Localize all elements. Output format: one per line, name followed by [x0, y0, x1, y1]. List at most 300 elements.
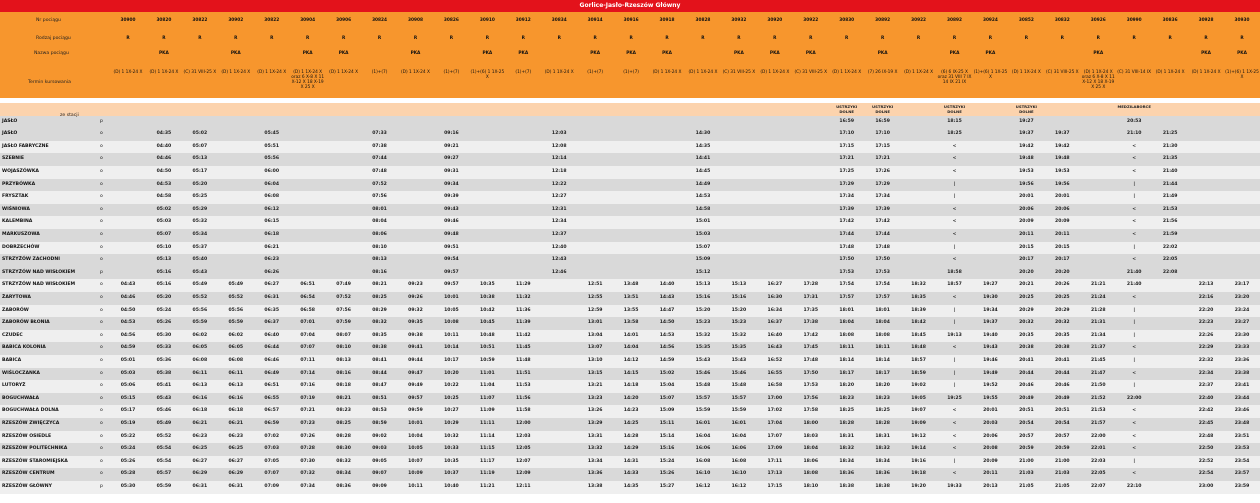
- station-name: RZESZÓW OSIEDLE: [2, 433, 52, 439]
- time-cell: 10:22: [444, 383, 459, 389]
- train-nr: 30852: [1018, 18, 1034, 23]
- train-nazwa: PKA: [410, 51, 421, 56]
- time-cell: 22:07: [1090, 484, 1106, 489]
- train-rodzaj: R: [880, 36, 885, 41]
- time-cell: 11:09: [480, 408, 495, 414]
- time-cell: 16:30: [767, 295, 783, 300]
- train-rodzaj: R: [737, 36, 741, 41]
- time-cell: 04:58: [156, 194, 172, 200]
- train-rodzaj: R: [988, 36, 993, 41]
- train-rodzaj: R: [126, 36, 130, 41]
- time-cell: 08:04: [372, 219, 387, 225]
- time-cell: 05:01: [120, 358, 136, 363]
- time-cell: 23:36: [1234, 358, 1250, 363]
- time-cell: <: [1132, 370, 1137, 376]
- train-nazwa: PKA: [949, 51, 960, 56]
- train-nr: 30820: [156, 18, 172, 23]
- time-cell: 16:52: [767, 358, 783, 363]
- time-cell: 05:43: [156, 395, 172, 401]
- train-nr: 30932: [731, 18, 747, 23]
- time-cell: 20:17: [1019, 257, 1034, 263]
- time-cell: 19:49: [983, 370, 998, 376]
- station-name: ŻARYTOWA: [2, 295, 31, 300]
- time-cell: 15:09: [659, 408, 675, 414]
- time-cell: 17:35: [803, 307, 819, 313]
- time-cell: 04:46: [156, 156, 172, 162]
- time-cell: 14:59: [659, 358, 675, 363]
- time-cell: 05:25: [192, 194, 208, 200]
- time-cell: 21:47: [1090, 370, 1106, 376]
- time-cell: 05:36: [156, 358, 172, 363]
- time-cell: 10:40: [444, 484, 459, 489]
- train-termin: (D) 1 1X-24 X oraz 6 X-8 X 11 X-12 X 18 X-19 X 25 X: [1081, 70, 1115, 90]
- time-cell: 16:43: [767, 345, 783, 351]
- time-cell: 18:20: [875, 383, 890, 389]
- time-cell: 09:16: [444, 131, 459, 137]
- time-cell: 17:44: [839, 232, 855, 237]
- train-termin: (D) 1 1X-24 X: [544, 70, 574, 75]
- time-cell: 18:01: [839, 307, 855, 313]
- time-cell: 15:46: [695, 370, 711, 376]
- arrival-departure-marker: o: [100, 219, 103, 225]
- time-cell: 06:16: [228, 395, 244, 401]
- time-cell: 20:41: [1019, 358, 1034, 363]
- time-cell: 06:11: [228, 370, 244, 376]
- time-cell: 21:49: [1162, 194, 1178, 200]
- train-nr: 30892: [947, 18, 962, 23]
- arrival-departure-marker: o: [100, 370, 103, 376]
- train-rodzaj: R: [1132, 36, 1136, 41]
- time-cell: 20:59: [1055, 446, 1070, 452]
- time-cell: 07:03: [264, 446, 280, 452]
- train-nr: 30822: [264, 18, 280, 23]
- time-cell: 05:03: [120, 370, 136, 376]
- time-cell: 05:07: [192, 143, 208, 149]
- time-cell: 16:37: [767, 320, 783, 326]
- time-cell: 10:38: [480, 295, 495, 300]
- train-nr: 30904: [300, 18, 316, 23]
- time-cell: 19:30: [983, 295, 998, 300]
- time-cell: 14:31: [623, 458, 639, 464]
- time-cell: 08:53: [372, 408, 387, 414]
- train-nr: 30930: [1234, 18, 1250, 23]
- arrival-departure-marker: o: [100, 471, 103, 477]
- train-termin: (C) 31 VIII-14 IX: [1117, 70, 1152, 75]
- time-cell: 20:01: [983, 408, 998, 414]
- time-cell: 12:46: [551, 269, 567, 275]
- station-name: RZESZÓW POLITECHNIKA: [2, 446, 68, 452]
- train-termin: (1)+(7): [515, 70, 532, 75]
- time-cell: 18:57: [947, 282, 962, 288]
- time-cell: 19:55: [983, 395, 998, 401]
- label-termin: Termin kursowania: [28, 80, 71, 85]
- time-cell: 15:43: [731, 358, 747, 363]
- time-cell: 09:23: [408, 282, 423, 288]
- time-cell: 21:59: [1162, 232, 1178, 237]
- time-cell: 13:29: [587, 421, 603, 426]
- time-cell: 15:13: [695, 282, 711, 288]
- time-cell: 05:17: [192, 169, 208, 174]
- time-cell: 09:07: [372, 471, 387, 477]
- time-cell: 07:02: [264, 433, 280, 439]
- train-termin: (D) 1 1X-24 X: [1011, 70, 1041, 75]
- time-cell: 23:46: [1234, 408, 1250, 414]
- time-cell: 15:57: [695, 395, 711, 401]
- time-cell: 17:42: [875, 219, 890, 225]
- time-cell: <: [1132, 446, 1137, 452]
- time-cell: 13:21: [587, 383, 603, 389]
- time-cell: 08:21: [372, 282, 387, 288]
- time-cell: 06:59: [264, 421, 280, 426]
- train-rodzaj: R: [845, 36, 849, 41]
- train-nazwa: PKA: [1237, 51, 1247, 56]
- time-cell: 17:34: [839, 194, 855, 200]
- time-cell: 19:42: [1055, 143, 1070, 149]
- time-cell: 11:56: [515, 395, 531, 401]
- time-cell: 12:27: [551, 194, 567, 200]
- train-rodzaj: R: [629, 36, 633, 41]
- time-cell: 17:48: [875, 244, 890, 250]
- time-cell: 15:20: [695, 307, 711, 313]
- time-cell: 09:02: [372, 433, 387, 439]
- time-cell: 09:51: [444, 244, 459, 250]
- time-cell: 20:09: [1019, 219, 1034, 225]
- time-cell: 11:19: [480, 471, 495, 477]
- time-cell: 20:32: [1055, 320, 1070, 326]
- time-cell: 10:32: [444, 433, 459, 439]
- arrival-departure-marker: o: [100, 143, 103, 149]
- time-cell: 17:38: [803, 320, 819, 326]
- time-cell: 23:33: [1234, 345, 1250, 351]
- time-cell: 06:23: [192, 433, 208, 439]
- time-cell: 05:49: [156, 421, 172, 426]
- time-cell: 11:36: [515, 307, 531, 313]
- time-cell: 09:49: [408, 383, 423, 389]
- time-cell: 20:25: [1019, 295, 1034, 300]
- time-cell: 14:45: [695, 169, 711, 174]
- time-cell: 23:20: [1234, 295, 1250, 300]
- time-cell: 09:57: [444, 282, 459, 288]
- time-cell: 19:53: [1055, 169, 1070, 174]
- time-cell: 22:52: [1198, 458, 1214, 464]
- time-cell: 06:04: [264, 181, 280, 187]
- time-cell: 07:32: [300, 471, 315, 477]
- train-rodzaj: R: [773, 36, 777, 41]
- time-cell: 07:30: [300, 458, 315, 464]
- station-name: WOJASZÓWKA: [2, 169, 39, 174]
- time-cell: 18:45: [911, 332, 926, 338]
- table-row: [0, 305, 1260, 319]
- time-cell: 05:29: [192, 206, 208, 212]
- time-cell: 06:37: [264, 320, 280, 326]
- time-cell: 13:32: [587, 446, 603, 452]
- time-cell: 05:03: [156, 219, 172, 225]
- time-cell: 20:09: [983, 458, 998, 464]
- time-cell: 05:57: [156, 471, 172, 477]
- time-cell: 13:26: [587, 408, 603, 414]
- time-cell: 18:01: [875, 307, 890, 313]
- time-cell: 07:11: [300, 358, 315, 363]
- destination-note: USTRZYKI DOLNE: [872, 104, 894, 114]
- station-name: JASŁO FABRYCZNE: [2, 143, 49, 149]
- time-cell: 05:52: [228, 295, 244, 300]
- table-row: [0, 456, 1260, 470]
- time-cell: 11:17: [480, 458, 495, 464]
- time-cell: 18:04: [803, 446, 819, 452]
- train-termin: (1)+(7): [371, 70, 388, 75]
- arrival-departure-marker: o: [100, 232, 103, 237]
- time-cell: 17:53: [875, 269, 890, 275]
- time-cell: <: [952, 206, 957, 212]
- time-cell: 14:47: [659, 307, 675, 313]
- time-cell: 20:41: [1055, 358, 1070, 363]
- time-cell: 06:00: [264, 169, 280, 174]
- train-termin: (D) 1 1X-24 X: [221, 70, 251, 75]
- time-cell: 06:27: [192, 458, 208, 464]
- page-title: Gorlice-Jasło-Rzeszów Główny: [0, 0, 1260, 12]
- time-cell: 11:51: [515, 370, 531, 376]
- time-cell: 19:27: [1019, 118, 1034, 124]
- time-cell: 09:31: [444, 169, 459, 174]
- time-cell: 19:48: [1019, 156, 1034, 162]
- time-cell: 06:25: [228, 446, 244, 452]
- train-nr: 30916: [623, 18, 639, 23]
- time-cell: 12:51: [587, 282, 603, 288]
- arrival-departure-marker: o: [100, 169, 103, 174]
- time-cell: 16:12: [695, 484, 711, 489]
- time-cell: <: [1132, 295, 1137, 300]
- time-cell: 23:51: [1234, 433, 1250, 439]
- time-cell: 14:04: [623, 345, 639, 351]
- time-cell: 06:58: [300, 307, 315, 313]
- station-name: BABICA: [2, 358, 22, 363]
- station-name: JASŁO: [2, 118, 18, 124]
- time-cell: 05:51: [264, 143, 280, 149]
- time-cell: 08:28: [336, 433, 351, 439]
- time-cell: 14:15: [623, 370, 639, 376]
- time-cell: 07:56: [372, 194, 387, 200]
- time-cell: 18:04: [839, 320, 855, 326]
- time-cell: 19:09: [911, 421, 926, 426]
- time-cell: 10:51: [480, 345, 495, 351]
- time-cell: 04:53: [120, 320, 136, 326]
- station-name: WIŚLOCZANKA: [2, 370, 40, 376]
- time-cell: 18:23: [839, 395, 855, 401]
- time-cell: 04:50: [156, 169, 172, 174]
- time-cell: 20:08: [983, 446, 998, 452]
- time-cell: 17:07: [767, 433, 783, 439]
- time-cell: 19:34: [983, 307, 998, 313]
- table-row: [0, 355, 1260, 369]
- train-nr: 30832: [1054, 18, 1070, 23]
- time-cell: 12:09: [515, 471, 531, 477]
- time-cell: 18:03: [803, 433, 819, 439]
- time-cell: 21:40: [1126, 269, 1142, 275]
- time-cell: 09:05: [372, 458, 387, 464]
- time-cell: 14:41: [695, 156, 711, 162]
- time-cell: |: [1133, 181, 1136, 187]
- arrival-departure-marker: p: [100, 118, 103, 124]
- time-cell: 10:35: [480, 282, 495, 288]
- label-rodzaj: Rodzaj pociągu: [36, 36, 71, 41]
- time-cell: 15:32: [731, 332, 747, 338]
- table-row: [0, 116, 1260, 130]
- table-row: [0, 431, 1260, 445]
- time-cell: 17:53: [839, 269, 855, 275]
- time-cell: 20:11: [1055, 232, 1070, 237]
- table-row: [0, 166, 1260, 180]
- station-name: JASŁO: [2, 131, 18, 137]
- time-cell: 16:06: [695, 446, 711, 452]
- time-cell: 15:48: [731, 383, 747, 389]
- time-cell: 10:59: [480, 358, 495, 363]
- time-cell: 20:01: [1055, 194, 1070, 200]
- train-rodzaj: R: [377, 36, 382, 41]
- time-cell: 12:00: [515, 421, 531, 426]
- train-rodzaj: R: [234, 36, 238, 41]
- train-nr: 30922: [803, 18, 819, 23]
- time-cell: 20:44: [1055, 370, 1070, 376]
- time-cell: 08:10: [336, 345, 351, 351]
- time-cell: 05:56: [264, 156, 280, 162]
- train-termin: (C) 31 VIII-25 X: [183, 70, 217, 75]
- time-cell: 15:35: [695, 345, 711, 351]
- station-name: MARKUSZOWA: [2, 232, 40, 237]
- time-cell: 06:02: [228, 332, 244, 338]
- time-cell: |: [1133, 194, 1136, 200]
- arrival-departure-marker: o: [100, 320, 103, 326]
- time-cell: 18:20: [839, 383, 855, 389]
- time-cell: 20:38: [1055, 345, 1070, 351]
- arrival-departure-marker: o: [100, 181, 103, 187]
- time-cell: 11:53: [515, 383, 531, 389]
- train-nr: 30922: [911, 18, 927, 23]
- train-termin: (6) 6 IX-25 X oraz 31 VIII 7 IX 14 IX 21 IX: [937, 70, 972, 85]
- time-cell: 20:54: [1055, 421, 1070, 426]
- time-cell: 05:02: [156, 206, 172, 212]
- train-termin: (1)+(7): [623, 70, 639, 75]
- train-header: [0, 12, 1260, 98]
- arrival-departure-marker: o: [100, 446, 103, 452]
- time-cell: 09:39: [444, 194, 459, 200]
- time-cell: 19:27: [983, 282, 998, 288]
- arrival-departure-marker: o: [100, 408, 103, 414]
- time-cell: 14:01: [623, 332, 639, 338]
- time-cell: <: [1132, 143, 1137, 149]
- arrival-departure-marker: o: [100, 282, 103, 288]
- time-cell: 22:08: [1162, 269, 1178, 275]
- train-nr: 30836: [1162, 18, 1178, 23]
- time-cell: 20:44: [1019, 370, 1034, 376]
- time-cell: 22:42: [1198, 408, 1214, 414]
- time-cell: <: [952, 446, 957, 452]
- time-cell: 18:08: [875, 332, 890, 338]
- time-cell: <: [952, 345, 957, 351]
- time-cell: 17:25: [839, 169, 855, 174]
- time-cell: 06:49: [264, 370, 280, 376]
- time-cell: 21:50: [1090, 383, 1106, 389]
- time-cell: 22:00: [1126, 395, 1142, 401]
- time-cell: 17:15: [839, 143, 855, 149]
- time-cell: 09:21: [444, 143, 459, 149]
- time-cell: 19:52: [983, 383, 998, 389]
- time-cell: 23:41: [1234, 383, 1250, 389]
- time-cell: |: [953, 383, 956, 389]
- time-cell: 17:29: [839, 181, 855, 187]
- time-cell: |: [953, 320, 956, 326]
- time-cell: 22:50: [1198, 446, 1214, 452]
- time-cell: 17:57: [839, 295, 855, 300]
- table-row: [0, 128, 1260, 142]
- time-cell: 23:57: [1234, 471, 1250, 477]
- station-name: RZESZÓW STAROMIEJSKA: [2, 458, 68, 464]
- time-cell: 21:03: [1055, 471, 1070, 477]
- time-cell: 10:42: [480, 307, 495, 313]
- time-cell: 18:38: [875, 484, 890, 489]
- time-cell: 10:27: [444, 408, 459, 414]
- time-cell: 21:37: [1090, 345, 1106, 351]
- time-cell: <: [1132, 408, 1137, 414]
- time-cell: 09:57: [444, 269, 459, 275]
- time-cell: 06:18: [192, 408, 208, 414]
- table-row: [0, 393, 1260, 407]
- train-nazwa: PKA: [482, 51, 493, 56]
- station-name: STRZYŻÓW NAD WISŁOKIEM: [2, 269, 76, 275]
- time-cell: 18:25: [875, 408, 890, 414]
- time-cell: 05:59: [192, 320, 208, 326]
- time-cell: 12:43: [551, 257, 567, 263]
- time-cell: 08:16: [372, 269, 387, 275]
- time-cell: 12:40: [551, 244, 567, 250]
- train-nr: 30902: [228, 18, 244, 23]
- time-cell: 13:07: [587, 345, 603, 351]
- time-cell: 08:25: [336, 421, 351, 426]
- time-cell: 21:30: [1162, 143, 1178, 149]
- time-cell: 17:04: [767, 421, 783, 426]
- time-cell: 20:06: [983, 433, 998, 439]
- station-name: BOGUCHWAŁA: [2, 395, 40, 401]
- time-cell: |: [1133, 332, 1136, 338]
- time-cell: 10:17: [444, 358, 459, 363]
- train-termin: (D) 1 1X-24 X: [329, 70, 359, 75]
- train-nr: 30924: [982, 18, 998, 23]
- time-cell: 04:46: [120, 295, 136, 300]
- time-cell: 17:39: [839, 206, 855, 212]
- time-cell: 17:10: [875, 131, 890, 137]
- time-cell: 09:43: [444, 206, 459, 212]
- time-cell: 18:36: [875, 471, 890, 477]
- train-nr: 30926: [1090, 18, 1106, 23]
- time-cell: 22:13: [1198, 282, 1214, 288]
- time-cell: 20:54: [1019, 421, 1034, 426]
- time-cell: 20:20: [1055, 269, 1070, 275]
- train-nr: 30918: [659, 18, 675, 23]
- time-cell: <: [952, 295, 957, 300]
- time-cell: 20:46: [1019, 383, 1034, 389]
- time-cell: 06:27: [228, 458, 244, 464]
- time-cell: 10:29: [444, 421, 459, 426]
- time-cell: 12:31: [551, 206, 567, 212]
- time-cell: 17:54: [875, 282, 890, 288]
- time-cell: 05:07: [156, 232, 172, 237]
- train-rodzaj: R: [1168, 36, 1172, 41]
- time-cell: 06:27: [264, 282, 280, 288]
- station-name: ZABORÓW: [2, 307, 29, 313]
- time-cell: 07:56: [336, 307, 351, 313]
- time-cell: 18:32: [875, 446, 890, 452]
- time-cell: 12:18: [551, 169, 567, 174]
- time-cell: 05:49: [192, 282, 208, 288]
